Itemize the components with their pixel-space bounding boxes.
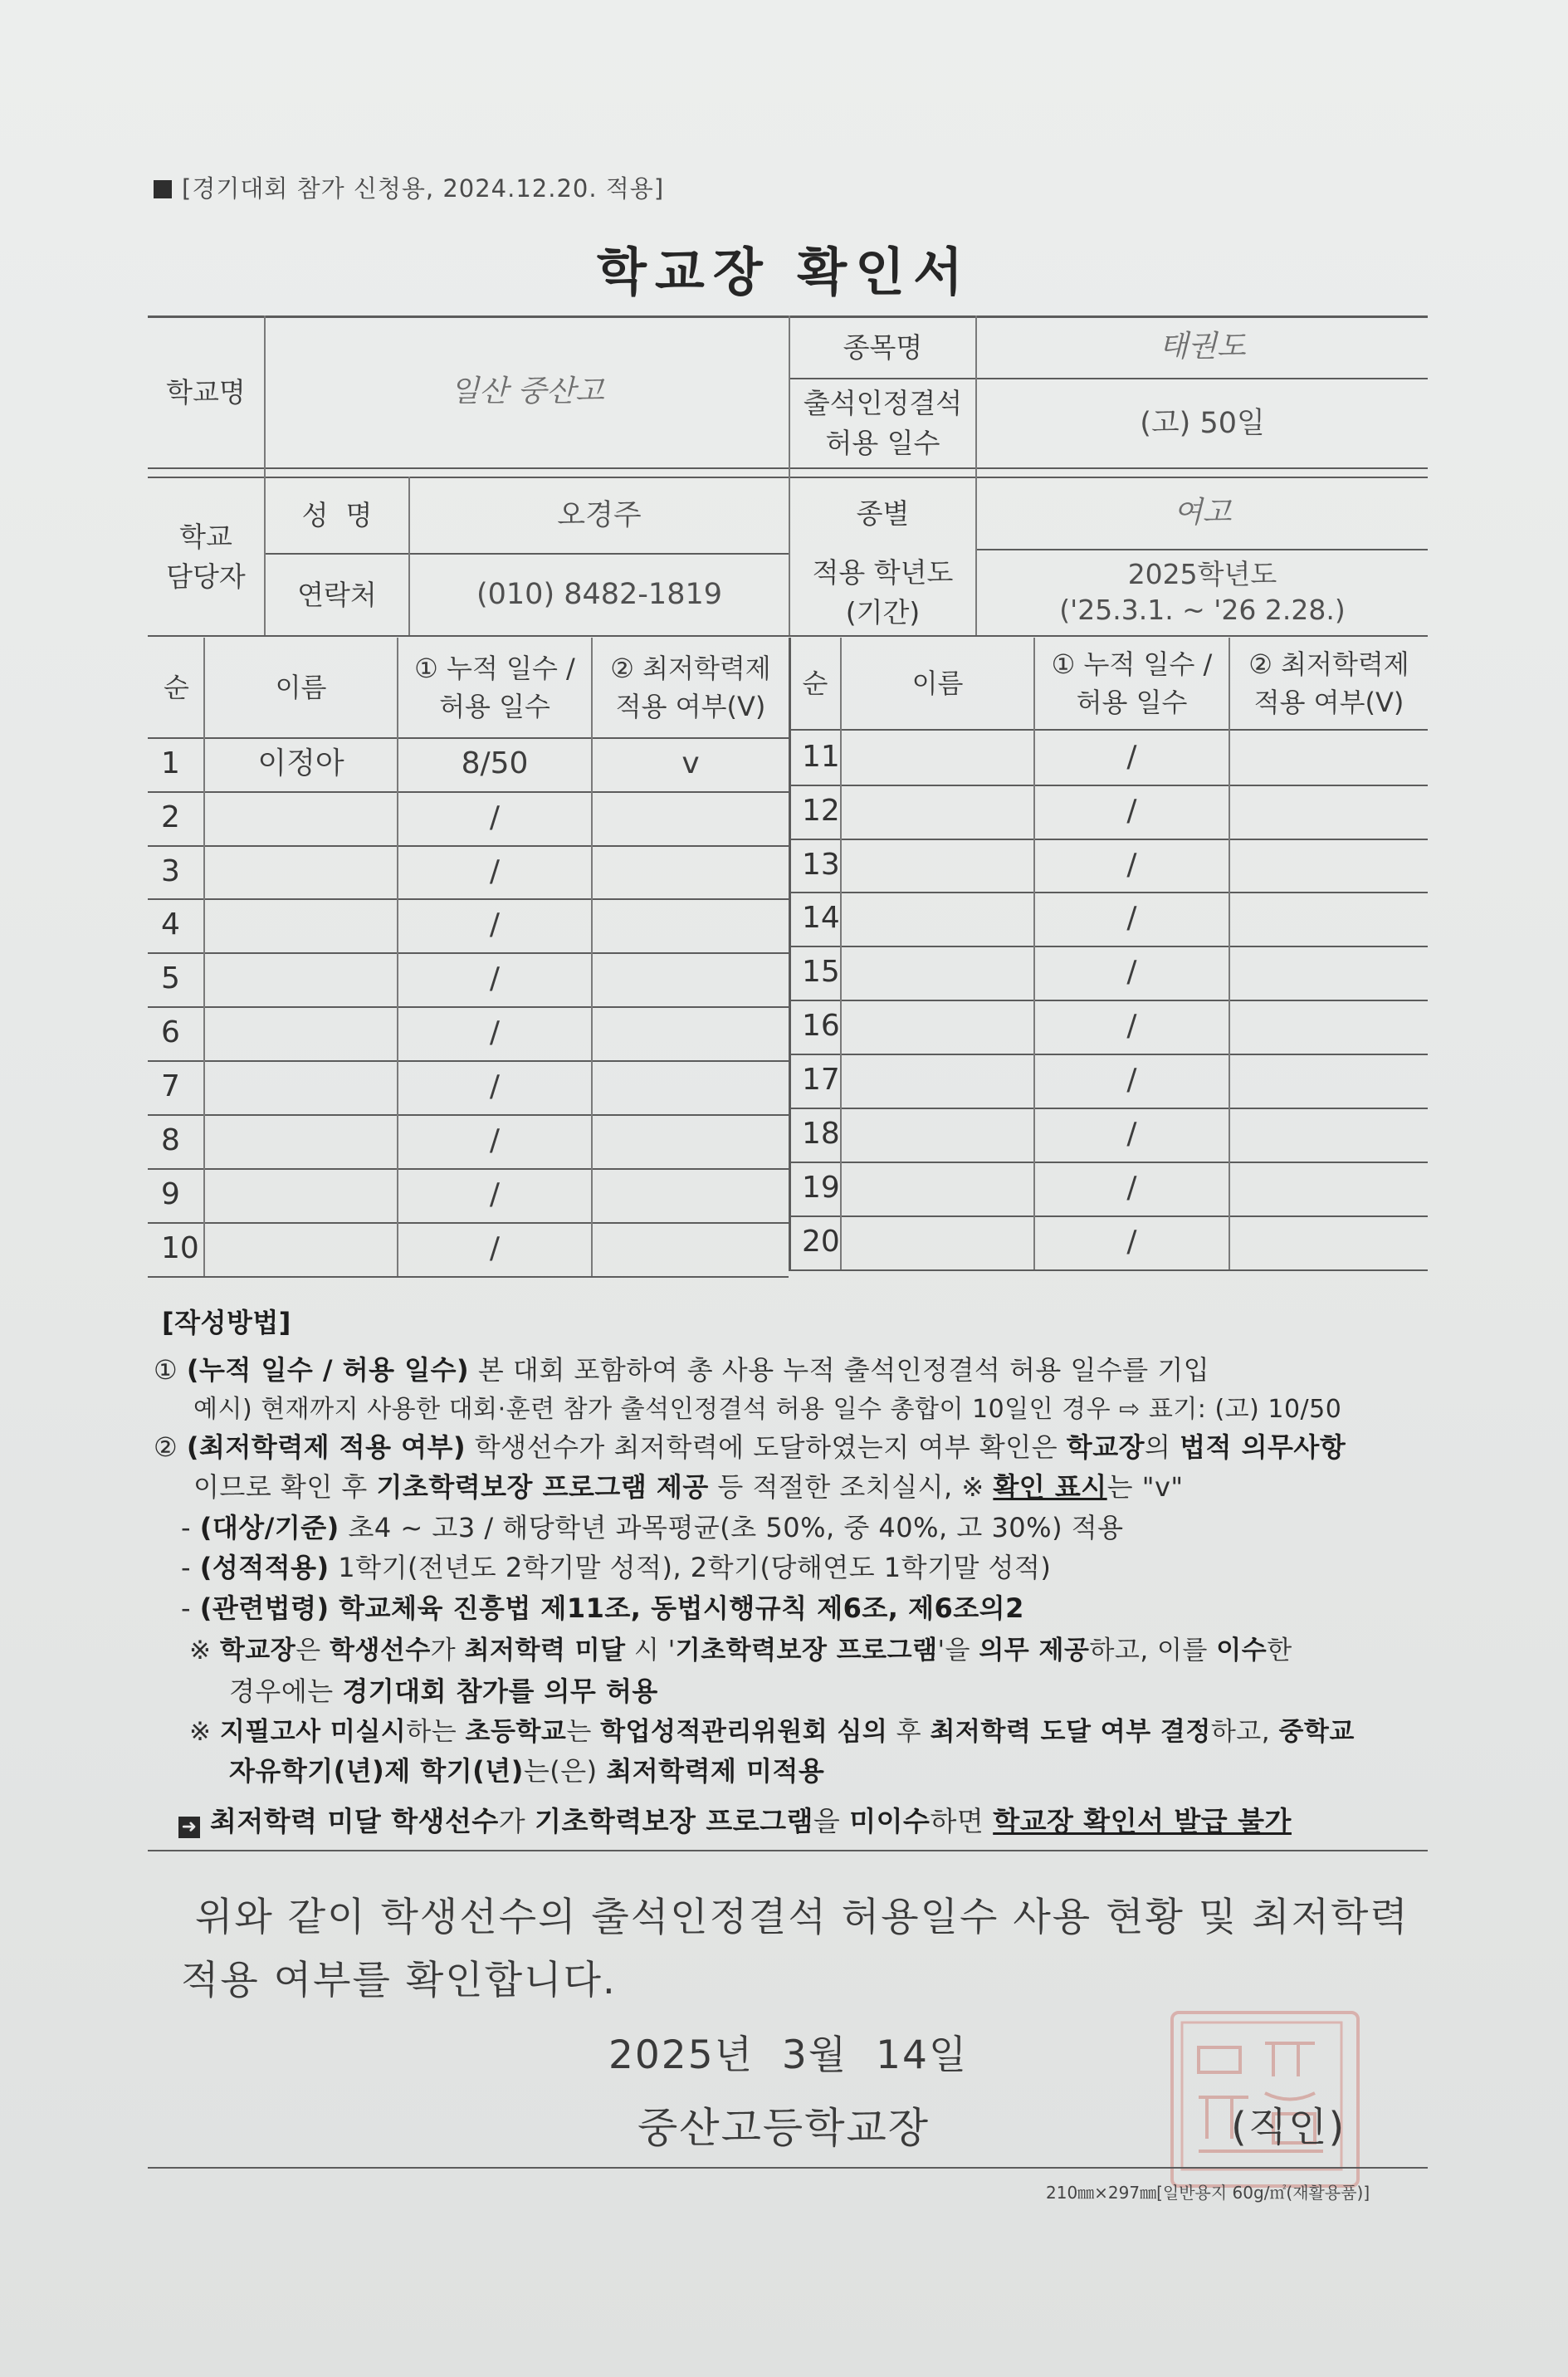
table-row-left-8-apply: [593, 1114, 789, 1168]
seal-label: (직인): [1231, 2104, 1346, 2150]
table-row-left-6-name: [205, 1006, 397, 1060]
table-row-right-8-no: 18: [802, 1117, 840, 1152]
table-row-left-2-no: 2: [161, 800, 180, 835]
table-row-right-8-apply: [1230, 1108, 1428, 1162]
table-row-right-2-apply: [1230, 785, 1428, 839]
header-right-name: 이름: [911, 667, 964, 699]
gender-value: 여고: [1173, 496, 1232, 531]
table-row-right-5-name: [842, 946, 1033, 1000]
table-row-right-8-days: /: [1126, 1117, 1137, 1152]
table-row-left-6-apply: [593, 1006, 789, 1060]
black-square-icon: [154, 180, 172, 198]
table-row-right-8-name: [842, 1108, 1033, 1162]
table-row-left-3-apply: [593, 845, 789, 898]
confirmation-date: 2025년 3월 14일: [608, 2032, 969, 2078]
table-row-right-10-name: [842, 1215, 1033, 1269]
header-right-days: ① 누적 일수 / 허용 일수: [1051, 648, 1213, 718]
table-row-left-7-name: [205, 1060, 397, 1114]
table-row-left-4-no: 4: [161, 907, 180, 942]
table-row-left-8-no: 8: [161, 1123, 180, 1158]
table-row-right-7-name: [842, 1054, 1033, 1108]
instruction-line-8: ※ 학교장은 학생선수가 최저학력 미달 시 '기초학력보장 프로그램'을 의무 제공하고, 이를 이수한: [189, 1636, 1292, 1665]
table-row-left-8-days: /: [489, 1123, 501, 1158]
principal-signature: 중산고등학교장: [637, 2104, 931, 2152]
confirmation-line-1: 위와 같이 학생선수의 출석인정결석 허용일수 사용 현황 및 최저학력: [195, 1895, 1409, 1940]
instruction-line-10: ※ 지필고사 미실시하는 초등학교는 학업성적관리위원회 심의 후 최저학력 도달 여부 결정하고, 중학교: [189, 1717, 1355, 1747]
table-row-right-5-no: 15: [802, 955, 840, 990]
header-left-apply: ② 최저학력제 적용 여부(V): [610, 652, 771, 722]
table-row-left-1-no: 1: [161, 746, 180, 781]
table-row-left-5-name: [205, 952, 397, 1006]
instruction-line-1: ① (누적 일수 / 허용 일수) 본 대회 포함하여 총 사용 누적 출석인정결석 허용 일수를 기입: [154, 1354, 1210, 1386]
divider: [148, 1850, 1428, 1851]
table-line: [148, 1276, 789, 1278]
table-row-right-3-days: /: [1126, 847, 1137, 882]
table-row-left-9-name: [205, 1168, 397, 1222]
table-row-right-4-no: 14: [802, 901, 840, 936]
table-row-right-4-apply: [1230, 892, 1428, 946]
table-row-left-7-apply: [593, 1060, 789, 1114]
table-row-right-1-no: 11: [802, 740, 840, 775]
table-row-right-10-days: /: [1126, 1225, 1137, 1259]
manager-name-label: 성 명: [301, 499, 373, 532]
instruction-line-6: - (성적적용) 1학기(전년도 2학기말 성적), 2학기(당해연도 1학기말 성적): [181, 1552, 1052, 1583]
table-row-right-6-no: 16: [802, 1009, 840, 1044]
instruction-line-3: ② (최저학력제 적용 여부) 학생선수가 최저학력에 도달하였는지 여부 확인은 학교장의 법적 의무사항: [154, 1431, 1346, 1463]
header-right-order: 순: [802, 667, 828, 699]
arrow-box-icon: ➜: [178, 1817, 200, 1838]
table-row-left-2-apply: [593, 791, 789, 845]
table-row-right-3-no: 13: [802, 847, 840, 882]
table-row-right-2-name: [842, 785, 1033, 839]
table-row-left-10-apply: [593, 1222, 789, 1276]
table-row-right-5-apply: [1230, 946, 1428, 1000]
school-name-label: 학교명: [166, 375, 246, 408]
table-row-right-6-apply: [1230, 1000, 1428, 1054]
table-row-right-9-name: [842, 1162, 1033, 1215]
paper-spec-footer: 210㎜×297㎜[일반용지 60g/㎡(재활용품)]: [1046, 2183, 1370, 2203]
table-row-left-5-no: 5: [161, 961, 180, 996]
table-row-left-6-days: /: [489, 1015, 501, 1050]
table-row-left-6-no: 6: [161, 1015, 180, 1050]
gender-label: 종별: [856, 496, 910, 530]
header-note: [경기대회 참가 신청용, 2024.12.20. 적용]: [154, 170, 664, 204]
table-row-right-3-name: [842, 839, 1033, 892]
table-row-left-5-apply: [593, 952, 789, 1006]
table-row-right-7-apply: [1230, 1054, 1428, 1108]
confirmation-line-2: 적용 여부를 확인합니다.: [181, 1958, 617, 2003]
contact-label: 연락처: [297, 578, 377, 611]
info-line: [148, 467, 1428, 469]
table-row-left-7-no: 7: [161, 1069, 180, 1104]
table-row-right-9-days: /: [1126, 1171, 1137, 1206]
table-row-left-2-name: [205, 791, 397, 845]
table-row-left-4-apply: [593, 898, 789, 952]
table-row-right-4-name: [842, 892, 1033, 946]
table-row-left-3-no: 3: [161, 853, 180, 888]
sport-value: 태권도: [1159, 330, 1246, 364]
document-title: 학교장 확인서: [597, 242, 971, 302]
instruction-line-9: 경우에는 경기대회 참가를 의무 허용: [229, 1675, 658, 1707]
instructions-heading: [작성방법]: [162, 1307, 291, 1338]
table-row-left-7-days: /: [489, 1069, 501, 1104]
header-left-days: ① 누적 일수 / 허용 일수: [414, 652, 575, 722]
table-row-right-1-apply: [1230, 731, 1428, 785]
table-row-left-9-no: 9: [161, 1177, 180, 1212]
manager-name-value: 오경주: [557, 498, 642, 532]
manager-label: 학교 담당자: [166, 520, 246, 593]
table-row-left-3-name: [205, 845, 397, 898]
table-row-right-6-name: [842, 1000, 1033, 1054]
instruction-line-2: 예시) 현재까지 사용한 대회·훈련 참가 출석인정결석 허용 일수 총합이 10일인 경우 ⇨ 표기: (고) 10/50: [193, 1395, 1342, 1424]
table-row-right-4-days: /: [1126, 901, 1137, 936]
year-value: 2025학년도 ('25.3.1. ~ '26 2.28.): [1059, 558, 1346, 626]
table-row-left-1-days: 8/50: [461, 746, 529, 781]
year-label: 적용 학년도 (기간): [812, 556, 954, 628]
table-row-left-1-apply: v: [681, 746, 700, 781]
table-row-left-9-apply: [593, 1168, 789, 1222]
header-left-order: 순: [164, 671, 189, 703]
table-row-right-7-no: 17: [802, 1063, 840, 1098]
school-name-value: 일산 중산고: [450, 374, 604, 409]
table-row-left-1-name: 이정아: [257, 746, 344, 781]
info-line: [148, 635, 1428, 637]
table-row-right-10-apply: [1230, 1215, 1428, 1269]
table-row-left-3-days: /: [489, 853, 501, 888]
sport-label: 종목명: [843, 330, 923, 364]
table-row-left-2-days: /: [489, 800, 501, 835]
table-row-left-10-no: 10: [161, 1231, 199, 1266]
table-row-left-9-days: /: [489, 1177, 501, 1212]
instruction-line-7: - (관련법령) 학교체육 진흥법 제11조, 동법시행규칙 제6조, 제6조의2: [181, 1592, 1024, 1624]
table-row-right-1-name: [842, 731, 1033, 785]
allowance-value: (고) 50일: [1140, 406, 1265, 440]
table-row-right-9-apply: [1230, 1162, 1428, 1215]
header-right-apply: ② 최저학력제 적용 여부(V): [1248, 648, 1409, 718]
allowance-label: 출석인정결석 허용 일수: [803, 387, 963, 459]
warning-line: ➜ 최저학력 미달 학생선수가 기초학력보장 프로그램을 미이수하면 학교장 확인서 발급 불가: [178, 1800, 1292, 1839]
table-row-left-4-name: [205, 898, 397, 952]
table-row-right-10-no: 20: [802, 1225, 840, 1259]
table-line: [789, 1269, 1428, 1271]
instruction-line-4: 이므로 확인 후 기초학력보장 프로그램 제공 등 적절한 조치실시, ※ 확인 표시는 "v": [193, 1471, 1184, 1503]
table-row-left-10-name: [205, 1222, 397, 1276]
table-row-right-1-days: /: [1126, 740, 1137, 775]
instruction-line-5: - (대상/기준) 초4 ~ 고3 / 해당학년 과목평균(초 50%, 중 40%, 고 30%) 적용: [181, 1512, 1124, 1543]
header-left-name: 이름: [275, 671, 327, 703]
bottom-line: [148, 2167, 1428, 2169]
table-row-right-2-no: 12: [802, 794, 840, 829]
table-row-right-5-days: /: [1126, 955, 1137, 990]
table-row-right-9-no: 19: [802, 1171, 840, 1206]
table-row-left-8-name: [205, 1114, 397, 1168]
table-row-right-3-apply: [1230, 839, 1428, 892]
table-row-left-5-days: /: [489, 961, 501, 996]
table-row-right-6-days: /: [1126, 1009, 1137, 1044]
table-row-left-10-days: /: [489, 1231, 501, 1266]
instruction-line-11: 자유학기(년)제 학기(년)는(은) 최저학력제 미적용: [229, 1755, 825, 1787]
contact-value: (010) 8482-1819: [476, 578, 722, 612]
table-row-right-2-days: /: [1126, 794, 1137, 829]
table-row-left-4-days: /: [489, 907, 501, 942]
table-row-right-7-days: /: [1126, 1063, 1137, 1098]
